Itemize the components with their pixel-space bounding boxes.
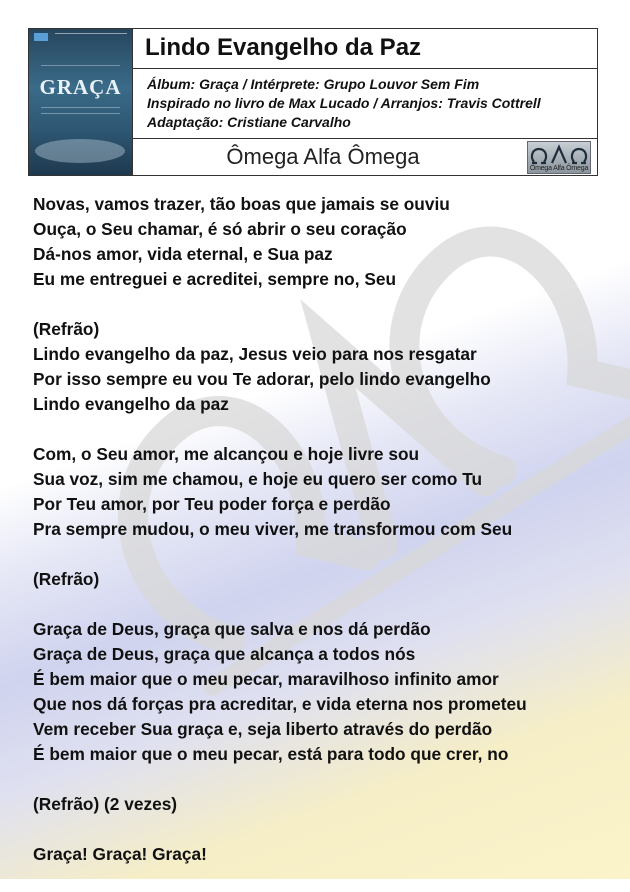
lyric-line: Graça de Deus, graça que alcança a todos nós [33, 644, 416, 664]
ministry-row [133, 139, 597, 175]
stanza [33, 192, 613, 292]
lyric-line: Novas, vamos trazer, tão boas que jamais se ouviu [33, 194, 450, 214]
album-cover [29, 29, 133, 175]
lyric-line: Por Teu amor, por Teu poder força e perdão [33, 494, 391, 514]
song-header [28, 28, 598, 176]
lyric-line: Lindo evangelho da paz, Jesus veio para nos resgatar [33, 344, 477, 364]
album-credit: Álbum: Graça / Intérprete: Grupo Louvor Sem Fim [147, 76, 480, 92]
lyrics-body [33, 192, 613, 892]
stanza [33, 442, 613, 542]
lyric-line: Eu me entreguei e acreditei, sempre no, Seu [33, 269, 397, 289]
adaptation-credit: Adaptação: Cristiane Carvalho [147, 114, 351, 130]
lyric-line: (Refrão) [33, 569, 100, 589]
lyric-line: (Refrão) (2 vezes) [33, 794, 178, 814]
logo-caption: Ômega Alfa Ômega [529, 165, 589, 172]
ministry-logo [527, 141, 591, 174]
lyric-line: É bem maior que o meu pecar, maravilhoso infinito amor [33, 669, 499, 689]
lyric-line: Vem receber Sua graça e, seja liberto através do perdão [33, 719, 493, 739]
lyric-line: Pra sempre mudou, o meu viver, me transformou com Seu [33, 519, 513, 539]
inspiration-credit: Inspirado no livro de Max Lucado / Arranjos: Travis Cottrell [147, 95, 541, 111]
stanza [33, 567, 613, 592]
lyric-line: Ouça, o Seu chamar, é só abrir o seu coração [33, 219, 407, 239]
stanza [33, 842, 613, 867]
lyric-line: Lindo evangelho da paz [33, 394, 229, 414]
lyric-line: É bem maior que o meu pecar, está para todo que crer, no [33, 744, 509, 764]
title-row [133, 29, 597, 69]
lyric-line: Por isso sempre eu vou Te adorar, pelo lindo evangelho [33, 369, 491, 389]
credits-row [133, 69, 597, 139]
song-title: Lindo Evangelho da Paz [145, 34, 422, 61]
album-cover-title: GRAÇA [39, 75, 122, 99]
lyric-line: Graça de Deus, graça que salva e nos dá perdão [33, 619, 431, 639]
stanza [33, 317, 613, 417]
lyric-line: Que nos dá forças pra acreditar, e vida eterna nos prometeu [33, 694, 527, 714]
lyric-line: (Refrão) [33, 319, 100, 339]
ministry-name: Ômega Alfa Ômega [226, 144, 420, 169]
lyric-line: Graça! Graça! Graça! [33, 844, 207, 864]
lyric-line: Sua voz, sim me chamou, e hoje eu quero ser como Tu [33, 469, 483, 489]
lyric-line: Dá-nos amor, vida eternal, e Sua paz [33, 244, 333, 264]
stanza [33, 617, 613, 767]
stanza [33, 792, 613, 817]
lyric-line: Com, o Seu amor, me alcançou e hoje livre sou [33, 444, 420, 464]
